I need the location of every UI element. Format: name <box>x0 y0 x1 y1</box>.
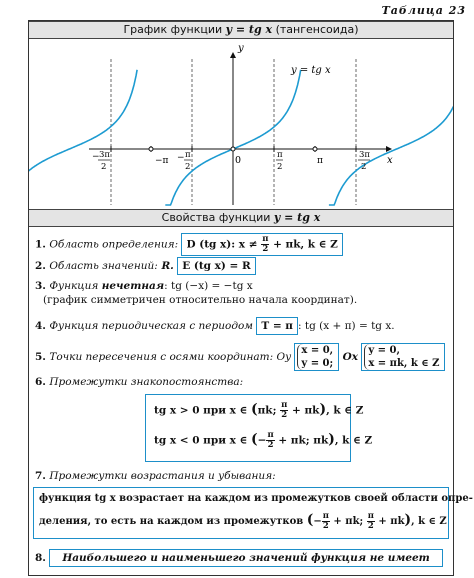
tick-neg-pi-2-bottom: 2 <box>185 162 191 172</box>
positive-end: + πk <box>288 404 320 417</box>
property-sign <box>35 375 243 389</box>
graph-banner <box>29 21 453 39</box>
graph-banner-suffix: (тангенсоида) <box>272 23 359 36</box>
property-label: Промежутки возрастания и убывания: <box>49 470 276 482</box>
sign-intervals-box <box>145 394 373 462</box>
ox-line-1: y = 0, <box>368 345 400 356</box>
period-box: T = π <box>256 317 298 335</box>
property-intersections <box>35 343 445 371</box>
positive-k: , k ∈ Z <box>326 404 364 417</box>
frac-bottom: 2 <box>367 521 374 531</box>
tick-neg-3pi-2-top: 3π <box>99 150 110 160</box>
extrema-box: Наибольшего и наименьшего значений функция не имеет <box>49 549 443 567</box>
property-number: 8. <box>35 552 46 564</box>
tangent-graph <box>29 39 453 209</box>
tangent-branch-0 <box>29 70 137 205</box>
property-label-bold: нечетная <box>101 280 165 292</box>
reference-table <box>28 20 473 576</box>
tick-3pi-2-bottom: 2 <box>361 162 367 172</box>
tangent-curves <box>29 70 453 205</box>
property-label: Функция <box>49 280 102 292</box>
property-label-tail: R. <box>157 260 174 272</box>
zero-point-pi <box>313 147 317 151</box>
ox-line-2: x = πk, k ∈ Z <box>368 358 440 369</box>
property-extrema <box>35 549 443 567</box>
tick-neg-3pi-2-bottom: 2 <box>101 162 107 172</box>
period-formula: : tg (x + π) = tg x. <box>297 320 395 332</box>
property-number: 3. <box>35 280 46 292</box>
oy-line-2: y = 0; <box>301 358 334 369</box>
properties-banner-formula: y = tg x <box>273 211 321 224</box>
tick-pi-2-bottom: 2 <box>277 162 283 172</box>
domain-box-text: D (tg x): x ≠ <box>186 238 262 251</box>
property-number: 5. <box>35 351 46 363</box>
monotonic-line-1: функция tg x возрастает на каждом из промежутков своей области опре- <box>39 493 473 504</box>
frac-bottom: 2 <box>262 244 269 254</box>
oy-box <box>294 343 339 371</box>
property-number: 1. <box>35 238 46 251</box>
monotonic-box <box>33 487 473 539</box>
property-label: Область определения: <box>49 238 179 251</box>
property-range <box>35 257 256 275</box>
property-label: Область значений: <box>49 260 158 272</box>
table-number-label: Таблица 23 <box>381 4 466 17</box>
monotonic-line-2: деления, то есть на каждом из промежутков (− $\frac{\pi}{2}$ + πk; $\frac{\pi}{2}$ + πk), k ∈ Z <box>39 511 447 531</box>
negative-sign: − <box>257 434 267 447</box>
frac-bottom: 2 <box>281 410 288 420</box>
property-label: Функция периодическая с периодом <box>49 320 254 332</box>
y-axis-label: y <box>238 43 244 54</box>
negative-text: tg x < 0 при x ∈ <box>154 434 251 447</box>
frac-top: π <box>367 511 374 521</box>
monotonic-text: деления, то есть на каждом из промежутков <box>39 516 307 527</box>
tick-3pi-2-top: 3π <box>359 150 370 160</box>
tick-neg-pi-2-top: π <box>185 150 191 160</box>
property-formula: : tg (−x) = −tg x <box>164 280 253 292</box>
oy-label: Oy <box>276 351 292 363</box>
properties-banner <box>29 209 453 227</box>
ox-box <box>361 343 445 371</box>
tangent-branch-2 <box>329 70 453 205</box>
tick-neg-3pi-2-sign: − <box>92 152 100 162</box>
monotonic-mid: + πk; <box>329 516 367 527</box>
property-domain <box>35 233 343 256</box>
property-label: Точки пересечения с осями координат: <box>49 351 274 363</box>
curve-label: y = tg x <box>291 65 331 76</box>
tick-neg-pi-2-sign: − <box>177 153 185 163</box>
monotonic-sign: − <box>313 516 322 527</box>
property-number: 7. <box>35 470 46 482</box>
property-label: Промежутки знакопостоянства: <box>49 376 244 388</box>
tick-pi: π <box>317 156 323 166</box>
property-number: 6. <box>35 376 46 388</box>
negative-rest: + πk; πk <box>274 434 329 447</box>
ox-label: Ox <box>342 351 358 363</box>
properties-banner-text: Свойства функции <box>161 211 274 224</box>
tick-neg-pi: −π <box>155 156 169 166</box>
negative-interval: tg x < 0 при x ∈ (− $\frac{\pi}{2}$ + πk; πk), k ∈ Z <box>154 430 373 450</box>
property-periodic <box>35 317 395 335</box>
property-number: 2. <box>35 260 46 272</box>
tick-pi-2-top: π <box>277 150 283 160</box>
property-odd-note: (график симметричен относительно начала координат). <box>43 294 358 306</box>
zero-point-neg-pi <box>149 147 153 151</box>
graph-banner-text: График функции <box>123 23 226 36</box>
oy-line-1: x = 0, <box>301 345 334 356</box>
zero-point-origin <box>231 147 235 151</box>
property-odd <box>35 279 253 293</box>
domain-box <box>181 233 342 256</box>
positive-interval: tg x > 0 при x ∈ (πk; $\frac{\pi}{2}$ + πk), k ∈ Z <box>154 400 364 420</box>
frac-top: π <box>281 400 288 410</box>
origin-label: 0 <box>235 155 242 166</box>
range-box: E (tg x) = R <box>177 257 256 275</box>
property-number: 4. <box>35 320 46 332</box>
property-monotonic <box>35 469 276 483</box>
frac-bottom: 2 <box>267 440 274 450</box>
frac-top: π <box>267 430 274 440</box>
frac-top: π <box>322 511 329 521</box>
negative-k: , k ∈ Z <box>334 434 373 447</box>
positive-start: πk; <box>257 404 281 417</box>
domain-box-tail: + πk, k ∈ Z <box>269 238 338 251</box>
graph-banner-formula: y = tg x <box>225 23 273 36</box>
positive-text: tg x > 0 при x ∈ <box>154 404 251 417</box>
frac-bottom: 2 <box>322 521 329 531</box>
monotonic-end: + πk <box>374 516 405 527</box>
monotonic-k: , k ∈ Z <box>411 516 447 527</box>
x-axis-label: x <box>387 155 393 166</box>
frac-top: π <box>262 234 269 244</box>
